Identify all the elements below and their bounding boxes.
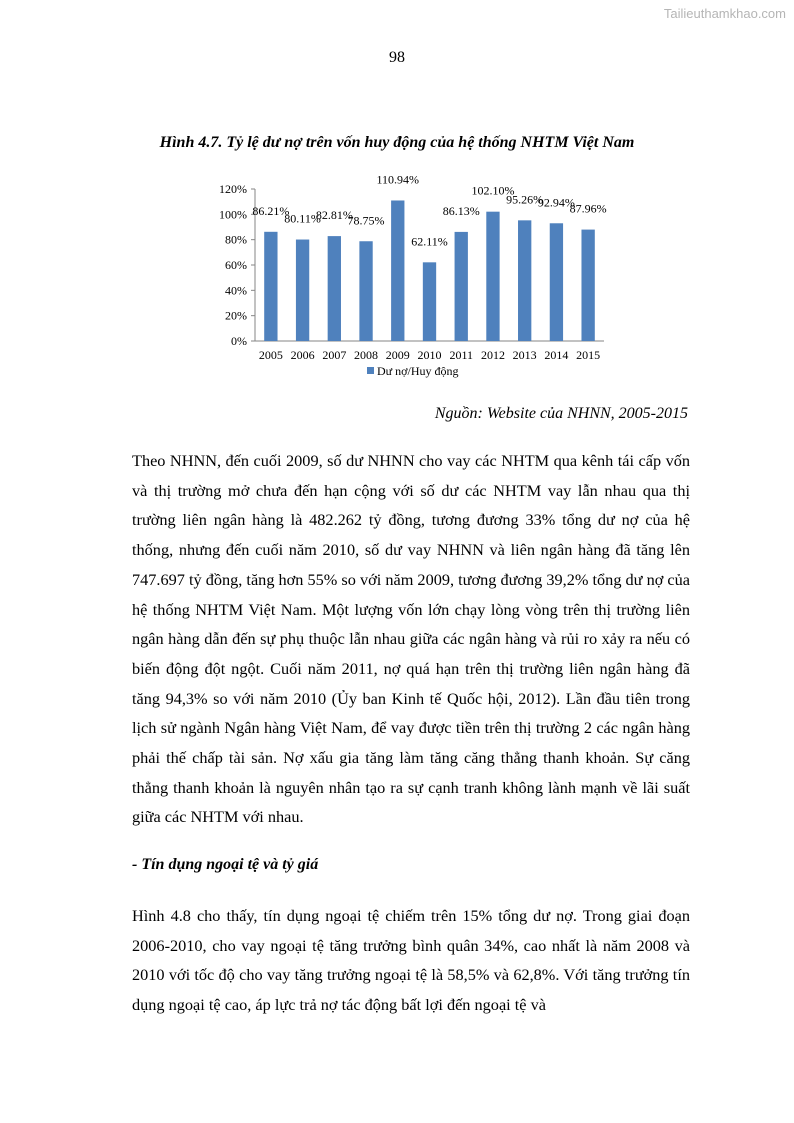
y-axis (219, 182, 255, 348)
data-label-2006: 80.11% (284, 211, 321, 226)
data-label-2009: 110.94% (376, 176, 420, 187)
bar-chart (200, 176, 620, 386)
bar-2015 (581, 230, 594, 341)
x-tick-label: 2007 (322, 348, 347, 362)
bar-2005 (264, 232, 277, 341)
y-tick-label: 0% (231, 334, 247, 348)
paragraph-1: Theo NHNN, đến cuối 2009, số dư NHNN cho vay các NHTM qua kênh tái cấp vốn và thị trường mở chưa đến hạn cộng với số dư các NHTM vay lẫn nhau qua thị trường liên ngân hàng là 482.262 tỷ đồng, tương đương 33% tổng dư nợ của hệ thống, nhưng đến cuối năm 2010, số dư vay NHNN và liên ngân hàng đã tăng lên 747.697 tỷ đồng, tăng hơn 55% so với năm 2009, tương đương 39,2% tổng dư nợ của hệ thống NHTM Việt Nam. Một lượng vốn lớn chạy lòng vòng trên thị trường liên ngân hàng dẫn đến sự phụ thuộc lẫn nhau giữa các ngân hàng và rủi ro xảy ra nếu có biến động đột ngột. Cuối năm 2011, nợ quá hạn trên thị trường liên ngân hàng đã tăng 94,3% so với năm 2010 (Ủy ban Kinh tế Quốc hội, 2012). Lần đầu tiên trong lịch sử ngành Ngân hàng Việt Nam, để vay được tiền trên thị trường 2 các ngân hàng phải thế chấp tài sản. Nợ xấu gia tăng làm tăng căng thẳng thanh khoản. Sự căng thẳng thanh khoản là nguyên nhân tạo ra sự cạnh tranh không lành mạnh về lãi suất giữa các NHTM với nhau. (132, 451, 690, 827)
data-label-2010: 62.11% (411, 234, 448, 249)
legend (367, 364, 459, 378)
paragraph-2: Hình 4.8 cho thấy, tín dụng ngoại tệ chiếm trên 15% tổng dư nợ. Trong giai đoạn 2006-2010, cho vay ngoại tệ tăng trưởng bình quân 34%, cao nhất là năm 2008 và 2010 với tốc độ cho vay tăng trưởng ngoại tệ là 58,5% và 62,8%. Với tăng trưởng tín dụng ngoại tệ cao, áp lực trả nợ tác động bất lợi đến ngoại tệ và (132, 906, 690, 1015)
x-tick-label: 2005 (258, 348, 283, 362)
bar-2010 (423, 262, 436, 341)
bar-2007 (328, 236, 341, 341)
data-label-2008: 78.75% (347, 213, 385, 228)
data-label-2011: 86.13% (442, 203, 480, 218)
data-label-2012: 102.10% (471, 183, 515, 198)
data-label-2013: 95.26% (506, 192, 544, 207)
x-tick-label: 2015 (576, 348, 601, 362)
y-tick-label: 100% (219, 207, 247, 222)
page-number: 98 (389, 49, 405, 66)
bar-2011 (455, 232, 468, 341)
y-tick-label: 40% (225, 283, 247, 298)
y-tick-label: 60% (225, 258, 247, 272)
section-heading: - Tín dụng ngoại tệ và tỷ giá (132, 856, 319, 873)
data-label-2005: 86.21% (252, 203, 290, 218)
y-tick-label: 120% (219, 182, 247, 196)
x-axis (255, 341, 604, 362)
x-tick-label: 2014 (544, 348, 569, 362)
legend-swatch (367, 367, 374, 374)
bar-2013 (518, 220, 531, 341)
data-label-2015: 87.96% (569, 201, 607, 216)
x-tick-label: 2009 (385, 348, 410, 362)
x-tick-label: 2006 (290, 348, 315, 362)
data-label-2007: 82.81% (315, 208, 353, 223)
bar-2008 (359, 241, 372, 341)
x-tick-label: 2010 (417, 348, 442, 362)
x-tick-label: 2013 (512, 348, 537, 362)
bar-2009 (391, 200, 404, 341)
legend-label: Dư nợ/Huy động (377, 364, 459, 378)
bar-2014 (550, 223, 563, 341)
figure-caption: Hình 4.7. Tỷ lệ dư nợ trên vốn huy động của hệ thống NHTM Việt Nam (159, 134, 635, 151)
bar-2006 (296, 240, 309, 341)
bar-2012 (486, 212, 499, 341)
x-tick-label: 2008 (354, 348, 379, 362)
x-tick-label: 2012 (480, 348, 505, 362)
data-label-2014: 92.94% (537, 195, 575, 210)
y-tick-label: 20% (225, 308, 247, 323)
watermark: Tailieuthamkhao.com (663, 6, 786, 21)
x-tick-label: 2011 (449, 348, 474, 362)
figure-source: Nguồn: Website của NHNN, 2005-2015 (434, 405, 688, 422)
y-tick-label: 80% (225, 232, 247, 247)
